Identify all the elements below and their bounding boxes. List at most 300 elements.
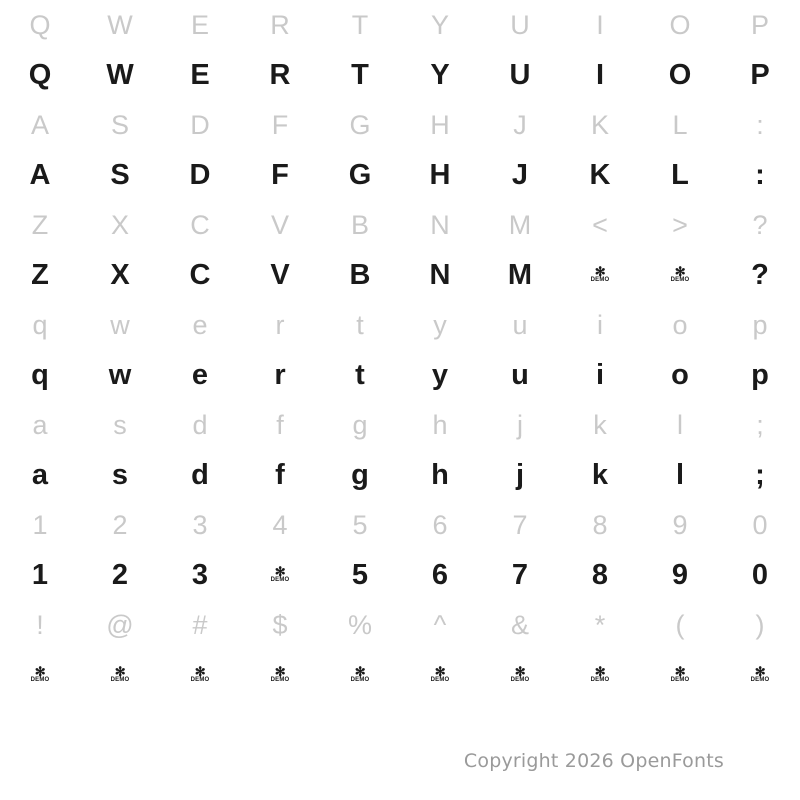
glyph-cell xyxy=(480,100,560,150)
glyph-cell xyxy=(80,100,160,150)
glyph-cell xyxy=(560,600,640,650)
demo-label: DEMO xyxy=(190,676,210,683)
demo-leaf-icon: ✻ xyxy=(594,263,606,279)
glyph-cell xyxy=(240,350,320,400)
glyph: s xyxy=(111,458,129,491)
glyph-cell xyxy=(720,500,800,550)
glyph: G xyxy=(349,109,371,140)
glyph-cell xyxy=(640,500,720,550)
glyph: > xyxy=(672,209,688,240)
glyph-cell xyxy=(480,500,560,550)
demo-leaf-icon: ✻ xyxy=(194,663,206,679)
glyph: o xyxy=(671,358,689,391)
glyph: j xyxy=(515,458,525,491)
glyph-cell xyxy=(400,150,480,200)
glyph: K xyxy=(590,109,609,140)
glyph: f xyxy=(276,409,284,440)
demo-watermark-icon xyxy=(30,663,50,684)
glyph: # xyxy=(192,609,208,640)
glyph-cell xyxy=(480,650,560,700)
glyph: J xyxy=(513,109,527,140)
demo-label: DEMO xyxy=(270,676,290,683)
glyph: I xyxy=(595,58,605,91)
glyph: $ xyxy=(272,609,288,640)
glyph-cell xyxy=(0,650,80,700)
glyph-cell xyxy=(560,300,640,350)
glyph-cell xyxy=(0,600,80,650)
glyph-cell xyxy=(0,500,80,550)
glyph-cell xyxy=(400,500,480,550)
demo-watermark-icon xyxy=(590,663,610,684)
glyph-cell xyxy=(80,650,160,700)
glyph: W xyxy=(106,58,134,91)
glyph: i xyxy=(595,358,605,391)
glyph-cell xyxy=(80,600,160,650)
demo-watermark-icon xyxy=(670,263,690,284)
glyph: d xyxy=(191,458,209,491)
glyph: F xyxy=(271,158,289,191)
glyph: ( xyxy=(675,609,685,640)
glyph: h xyxy=(431,458,449,491)
glyph: Z xyxy=(31,209,49,240)
glyph: U xyxy=(509,58,531,91)
glyph-cell xyxy=(80,300,160,350)
glyph: O xyxy=(669,9,691,40)
glyph-cell xyxy=(320,400,400,450)
demo-leaf-icon: ✻ xyxy=(354,663,366,679)
demo-label: DEMO xyxy=(270,576,290,583)
glyph: a xyxy=(32,409,48,440)
glyph-cell xyxy=(400,300,480,350)
glyph-cell xyxy=(240,150,320,200)
glyph-cell xyxy=(80,150,160,200)
glyph-cell xyxy=(0,100,80,150)
glyph: H xyxy=(429,158,451,191)
glyph: E xyxy=(190,58,210,91)
glyph-cell xyxy=(240,550,320,600)
demo-leaf-icon: ✻ xyxy=(114,663,126,679)
glyph: y xyxy=(431,358,449,391)
glyph-cell xyxy=(320,500,400,550)
glyph: ) xyxy=(755,609,765,640)
glyph: L xyxy=(671,158,689,191)
glyph-cell xyxy=(0,250,80,300)
glyph: B xyxy=(350,209,369,240)
glyph: 7 xyxy=(512,509,528,540)
glyph-cell xyxy=(80,200,160,250)
glyph-cell xyxy=(80,250,160,300)
glyph: u xyxy=(512,309,528,340)
glyph-cell xyxy=(240,500,320,550)
glyph-cell xyxy=(0,550,80,600)
demo-leaf-icon: ✻ xyxy=(274,663,286,679)
glyph: e xyxy=(191,358,209,391)
glyph-cell xyxy=(240,400,320,450)
glyph: ? xyxy=(751,258,769,291)
glyph-cell xyxy=(240,0,320,50)
glyph: ^ xyxy=(433,609,447,640)
glyph: g xyxy=(351,458,369,491)
glyph: k xyxy=(591,458,609,491)
glyph-cell xyxy=(720,0,800,50)
glyph-cell xyxy=(720,300,800,350)
demo-label: DEMO xyxy=(510,676,530,683)
demo-leaf-icon: ✻ xyxy=(754,663,766,679)
glyph-cell xyxy=(640,0,720,50)
glyph-cell xyxy=(320,650,400,700)
glyph: 9 xyxy=(671,558,689,591)
glyph: Q xyxy=(29,9,51,40)
glyph: V xyxy=(270,209,289,240)
glyph-cell xyxy=(80,50,160,100)
glyph-cell xyxy=(720,650,800,700)
glyph-cell xyxy=(80,450,160,500)
glyph: 2 xyxy=(112,509,128,540)
glyph-cell xyxy=(480,550,560,600)
glyph: R xyxy=(270,9,290,40)
glyph: 5 xyxy=(351,558,369,591)
demo-label: DEMO xyxy=(30,676,50,683)
glyph-cell xyxy=(640,150,720,200)
demo-label: DEMO xyxy=(430,676,450,683)
glyph-cell xyxy=(80,350,160,400)
demo-watermark-icon xyxy=(590,263,610,284)
glyph-cell xyxy=(640,350,720,400)
glyph-cell xyxy=(0,0,80,50)
glyph: E xyxy=(190,9,209,40)
glyph-cell xyxy=(160,350,240,400)
glyph-cell xyxy=(720,400,800,450)
glyph-cell xyxy=(160,250,240,300)
glyph-cell xyxy=(560,50,640,100)
glyph-cell xyxy=(240,650,320,700)
glyph-cell xyxy=(160,0,240,50)
glyph: 1 xyxy=(31,558,49,591)
glyph-cell xyxy=(320,0,400,50)
demo-watermark-icon xyxy=(270,563,290,584)
glyph-cell xyxy=(160,150,240,200)
glyph: t xyxy=(356,309,364,340)
glyph: f xyxy=(275,458,285,491)
glyph-cell xyxy=(560,350,640,400)
glyph-cell xyxy=(240,300,320,350)
glyph: F xyxy=(271,109,289,140)
glyph: k xyxy=(593,409,607,440)
glyph: U xyxy=(510,9,530,40)
glyph: 7 xyxy=(511,558,529,591)
glyph-cell xyxy=(400,200,480,250)
demo-watermark-icon xyxy=(350,663,370,684)
glyph: t xyxy=(355,358,365,391)
glyph: ! xyxy=(36,609,44,640)
glyph-cell xyxy=(0,200,80,250)
glyph-cell xyxy=(560,650,640,700)
glyph-cell xyxy=(560,150,640,200)
glyph: P xyxy=(750,58,770,91)
glyph-cell xyxy=(640,300,720,350)
demo-leaf-icon: ✻ xyxy=(34,663,46,679)
demo-label: DEMO xyxy=(670,276,690,283)
glyph: K xyxy=(589,158,611,191)
glyph: R xyxy=(269,58,291,91)
glyph-cell xyxy=(480,450,560,500)
glyph-cell xyxy=(160,450,240,500)
glyph-cell xyxy=(640,400,720,450)
glyph-cell xyxy=(0,400,80,450)
demo-watermark-icon xyxy=(430,663,450,684)
demo-label: DEMO xyxy=(350,676,370,683)
glyph-cell xyxy=(160,50,240,100)
demo-watermark-icon xyxy=(110,663,130,684)
glyph: W xyxy=(107,9,133,40)
glyph: A xyxy=(30,109,49,140)
glyph-cell xyxy=(720,450,800,500)
glyph-cell xyxy=(320,550,400,600)
glyph: a xyxy=(31,458,49,491)
glyph: L xyxy=(672,109,688,140)
glyph: ? xyxy=(752,209,768,240)
glyph-cell xyxy=(160,650,240,700)
glyph-cell xyxy=(480,0,560,50)
glyph-cell xyxy=(160,200,240,250)
glyph: V xyxy=(270,258,290,291)
glyph: u xyxy=(511,358,529,391)
glyph-cell xyxy=(560,550,640,600)
glyph: M xyxy=(507,258,533,291)
glyph: 9 xyxy=(672,509,688,540)
glyph: 5 xyxy=(352,509,368,540)
glyph: C xyxy=(189,258,211,291)
glyph-cell xyxy=(560,100,640,150)
glyph: q xyxy=(32,309,48,340)
glyph-cell xyxy=(720,200,800,250)
glyph: Y xyxy=(430,58,450,91)
glyph: 3 xyxy=(192,509,208,540)
glyph: 1 xyxy=(32,509,48,540)
glyph-cell xyxy=(720,350,800,400)
glyph: Q xyxy=(28,58,52,91)
demo-watermark-icon xyxy=(190,663,210,684)
glyph: 0 xyxy=(751,558,769,591)
glyph: p xyxy=(752,309,768,340)
glyph: 8 xyxy=(591,558,609,591)
demo-watermark-icon xyxy=(750,663,770,684)
glyph-cell xyxy=(560,400,640,450)
glyph-cell xyxy=(160,400,240,450)
glyph-cell xyxy=(720,250,800,300)
glyph-cell xyxy=(640,200,720,250)
glyph: : xyxy=(756,109,764,140)
glyph-cell xyxy=(480,250,560,300)
glyph-cell xyxy=(80,550,160,600)
glyph-cell xyxy=(720,50,800,100)
glyph: % xyxy=(347,609,372,640)
glyph-cell xyxy=(400,50,480,100)
glyph-cell xyxy=(0,50,80,100)
glyph-cell xyxy=(320,300,400,350)
glyph-cell xyxy=(240,250,320,300)
glyph: 2 xyxy=(111,558,129,591)
glyph-cell xyxy=(640,100,720,150)
demo-label: DEMO xyxy=(590,276,610,283)
demo-label: DEMO xyxy=(670,676,690,683)
demo-leaf-icon: ✻ xyxy=(274,563,286,579)
glyph: G xyxy=(348,158,372,191)
glyph-cell xyxy=(560,500,640,550)
glyph-cell xyxy=(160,300,240,350)
copyright-notice: Copyright 2026 OpenFonts xyxy=(463,750,724,772)
glyph-cell xyxy=(640,550,720,600)
glyph: : xyxy=(755,158,765,191)
glyph-cell xyxy=(560,250,640,300)
glyph: p xyxy=(751,358,769,391)
glyph-cell xyxy=(0,450,80,500)
glyph: i xyxy=(597,309,603,340)
glyph: Y xyxy=(430,9,449,40)
glyph-cell xyxy=(240,100,320,150)
glyph-cell xyxy=(640,50,720,100)
glyph-cell xyxy=(480,300,560,350)
glyph: P xyxy=(750,9,769,40)
glyph-cell xyxy=(480,200,560,250)
glyph-cell xyxy=(560,200,640,250)
glyph-cell xyxy=(160,550,240,600)
glyph: X xyxy=(110,209,129,240)
glyph-cell xyxy=(320,50,400,100)
glyph-cell xyxy=(560,0,640,50)
glyph-cell xyxy=(320,200,400,250)
glyph: w xyxy=(110,309,130,340)
glyph: D xyxy=(189,158,211,191)
glyph-cell xyxy=(640,600,720,650)
demo-label: DEMO xyxy=(590,676,610,683)
glyph-cell xyxy=(160,100,240,150)
glyph: y xyxy=(433,309,447,340)
glyph: j xyxy=(517,409,523,440)
demo-leaf-icon: ✻ xyxy=(434,663,446,679)
glyph-cell xyxy=(320,150,400,200)
glyph-cell xyxy=(320,250,400,300)
glyph-cell xyxy=(720,100,800,150)
glyph-cell xyxy=(0,350,80,400)
demo-label: DEMO xyxy=(110,676,130,683)
glyph-cell xyxy=(320,350,400,400)
glyph: M xyxy=(508,209,532,240)
glyph-cell xyxy=(160,500,240,550)
glyph-cell xyxy=(400,650,480,700)
glyph: X xyxy=(110,258,130,291)
glyph-cell xyxy=(640,250,720,300)
glyph: < xyxy=(592,209,608,240)
glyph-cell xyxy=(400,600,480,650)
glyph-cell xyxy=(480,350,560,400)
glyph-cell xyxy=(400,250,480,300)
glyph-cell xyxy=(400,550,480,600)
glyph: 3 xyxy=(191,558,209,591)
glyph-cell xyxy=(400,350,480,400)
glyph-cell xyxy=(640,450,720,500)
glyph: B xyxy=(349,258,371,291)
glyph: w xyxy=(108,358,132,391)
glyph: ; xyxy=(756,409,764,440)
demo-leaf-icon: ✻ xyxy=(514,663,526,679)
glyph: g xyxy=(352,409,368,440)
glyph-cell xyxy=(240,450,320,500)
glyph-cell xyxy=(480,50,560,100)
glyph: T xyxy=(351,9,369,40)
glyph-cell xyxy=(400,400,480,450)
glyph-cell xyxy=(320,600,400,650)
glyph-cell xyxy=(240,200,320,250)
glyph-cell xyxy=(160,600,240,650)
glyph: I xyxy=(596,9,604,40)
glyph-cell xyxy=(640,650,720,700)
glyph: e xyxy=(192,309,208,340)
glyph: ; xyxy=(755,458,765,491)
glyph: T xyxy=(351,58,369,91)
glyph: r xyxy=(274,358,286,391)
glyph: N xyxy=(429,258,451,291)
demo-watermark-icon xyxy=(270,663,290,684)
glyph-cell xyxy=(560,450,640,500)
glyph-cell xyxy=(80,400,160,450)
glyph-cell xyxy=(240,50,320,100)
glyph-cell xyxy=(400,100,480,150)
glyph-cell xyxy=(80,0,160,50)
demo-leaf-icon: ✻ xyxy=(674,663,686,679)
demo-watermark-icon xyxy=(510,663,530,684)
glyph-cell xyxy=(720,150,800,200)
glyph-cell xyxy=(720,600,800,650)
glyph: 6 xyxy=(431,558,449,591)
glyph-cell xyxy=(240,600,320,650)
glyph-cell xyxy=(80,500,160,550)
demo-label: DEMO xyxy=(750,676,770,683)
glyph: l xyxy=(677,409,683,440)
glyph: C xyxy=(190,209,210,240)
glyph: s xyxy=(113,409,127,440)
glyph: A xyxy=(29,158,51,191)
glyph: l xyxy=(675,458,685,491)
glyph: h xyxy=(432,409,448,440)
glyph: N xyxy=(430,209,450,240)
demo-watermark-icon xyxy=(670,663,690,684)
demo-leaf-icon: ✻ xyxy=(594,663,606,679)
glyph: 6 xyxy=(432,509,448,540)
glyph-cell xyxy=(720,550,800,600)
glyph: o xyxy=(672,309,688,340)
glyph: 4 xyxy=(272,509,288,540)
glyph-cell xyxy=(400,450,480,500)
glyph: H xyxy=(430,109,450,140)
glyph: J xyxy=(511,158,529,191)
glyph: D xyxy=(190,109,210,140)
glyph-cell xyxy=(480,400,560,450)
glyph: O xyxy=(668,58,692,91)
glyph-cell xyxy=(480,600,560,650)
glyph: S xyxy=(110,158,130,191)
glyph: S xyxy=(110,109,129,140)
glyph-cell xyxy=(480,150,560,200)
glyph-cell xyxy=(320,450,400,500)
glyph: q xyxy=(31,358,49,391)
glyph-cell xyxy=(400,0,480,50)
demo-leaf-icon: ✻ xyxy=(674,263,686,279)
glyph: & xyxy=(510,609,529,640)
glyph-cell xyxy=(320,100,400,150)
glyph-cell xyxy=(0,300,80,350)
glyph: Z xyxy=(31,258,49,291)
